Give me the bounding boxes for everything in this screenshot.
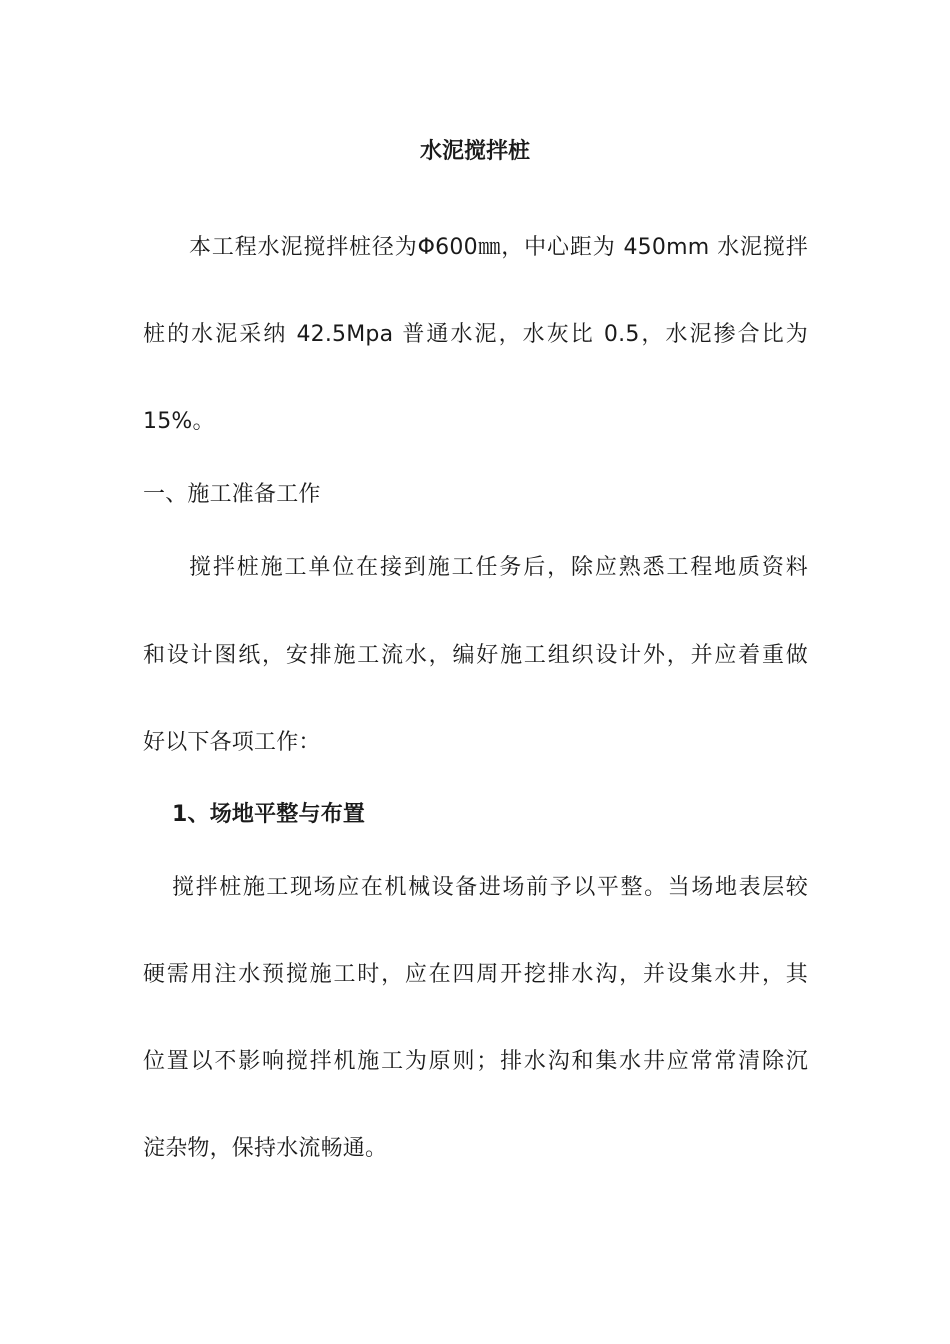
subsection-line-1: 搅拌桩施工现场应在机械设备进场前予以平整。当场地表层较: [172, 875, 808, 900]
subsection-line-2: 硬需用注水预搅施工时，应在四周开挖排水沟，并设集水井，其: [143, 962, 808, 987]
intro-line-3: 15%。: [143, 409, 215, 434]
section-line-2: 和设计图纸，安排施工流水，编好施工组织设计外，并应着重做: [143, 643, 808, 668]
intro-line-1: 本工程水泥搅拌桩径为Φ600㎜，中心距为 450mm 水泥搅拌: [189, 235, 808, 260]
document-title: 水泥搅拌桩: [419, 139, 530, 164]
intro-line-2: 桩的水泥采纳 42.5Mpa 普通水泥，水灰比 0.5，水泥掺合比为: [143, 322, 808, 347]
section-heading: 一、施工准备工作: [143, 482, 321, 507]
subsection-line-3: 位置以不影响搅拌机施工为原则；排水沟和集水井应常常清除沉: [143, 1049, 808, 1074]
subsection-line-4: 淀杂物，保持水流畅通。: [143, 1136, 388, 1161]
section-line-1: 搅拌桩施工单位在接到施工任务后，除应熟悉工程地质资料: [189, 555, 808, 580]
subsection-heading: 1、场地平整与布置: [172, 802, 366, 827]
section-line-3: 好以下各项工作：: [143, 730, 321, 755]
